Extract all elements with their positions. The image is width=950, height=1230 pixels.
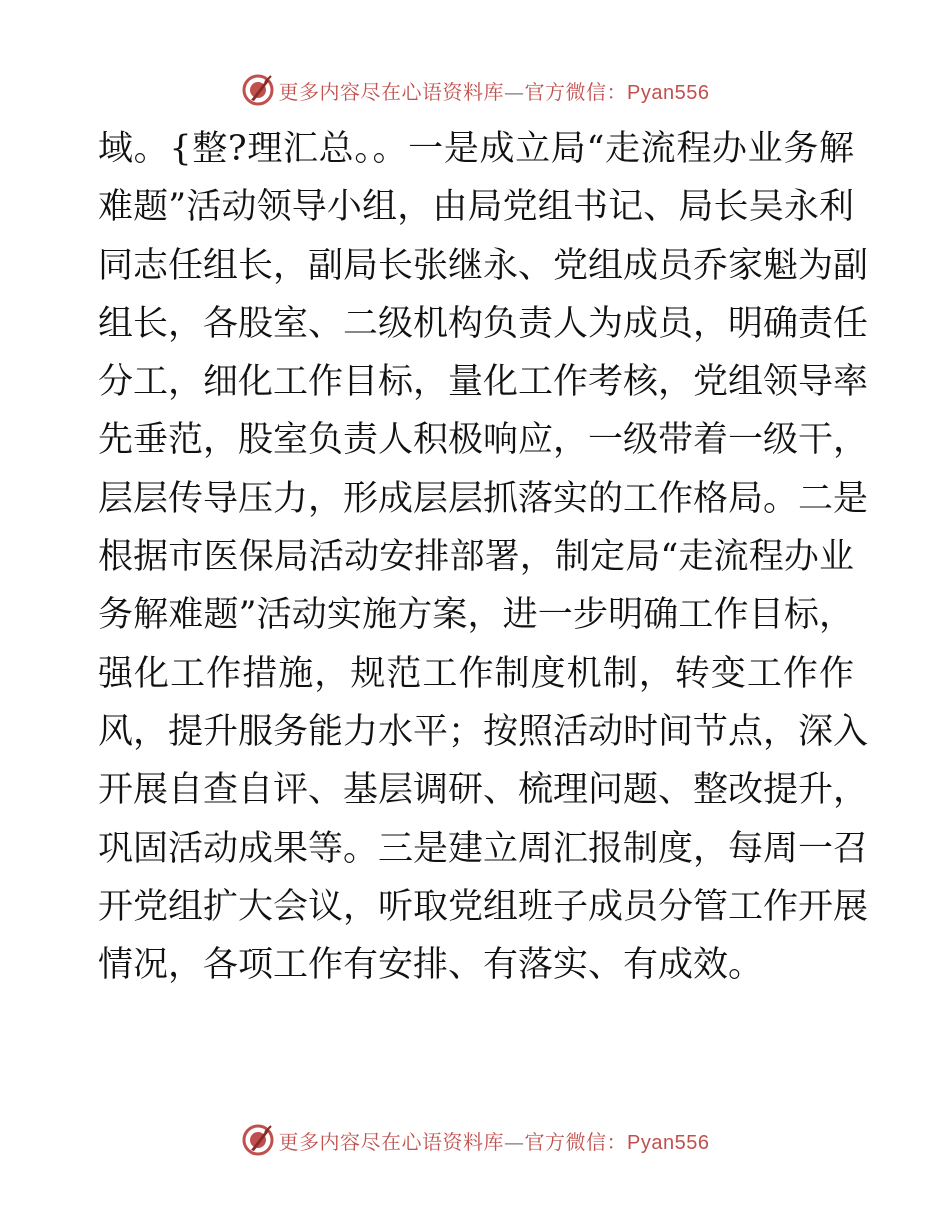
body-line: 务解难题”活动实施方案，进一步明确工作目标， [98, 595, 854, 636]
footer-banner-main: 更多内容尽在心语资料库 [278, 1129, 505, 1154]
body-line: 域。{整?理汇总。。一是成立局“走流程办业务解 [98, 129, 854, 169]
header-banner-separator: — [504, 79, 525, 104]
body-line: 开党组扩大会议，听取党组班子成员分管工作开展 [98, 886, 869, 927]
header-banner [0, 70, 950, 110]
body-line: 风，提升服务能力水平；按照活动时间节点，深入 [98, 711, 869, 752]
footer-banner-wechat: 官方微信：Pyan556 [524, 1131, 710, 1154]
footer-banner-separator: — [504, 1129, 525, 1154]
body-line: 巩固活动成果等。三是建立周汇报制度，每周一召 [98, 828, 869, 869]
body-line: 分工，细化工作目标，量化工作考核，党组领导率 [98, 362, 869, 403]
body-line: 根据市医保局活动安排部署，制定局“走流程办业 [98, 537, 854, 578]
body-line: 同志任组长，副局长张继永、党组成员乔家魁为副 [98, 245, 869, 286]
footer-banner-text [279, 1126, 710, 1155]
body-line: 难题”活动领导小组，由局党组书记、局长吴永利 [98, 187, 854, 228]
header-banner-main: 更多内容尽在心语资料库 [278, 79, 505, 104]
body-line: 情况，各项工作有安排、有落实、有成效。 [98, 945, 764, 986]
body-line: 强化工作措施，规范工作制度机制，转变工作作 [98, 653, 854, 694]
quill-pen-logo-icon [241, 1123, 275, 1157]
body-line: 开展自查自评、基层调研、梳理问题、整改提升， [98, 770, 869, 811]
body-line: 层层传导压力，形成层层抓落实的工作格局。二是 [98, 478, 869, 519]
header-banner-wechat: 官方微信：Pyan556 [524, 81, 710, 104]
body-line: 组长，各股室、二级机构负责人为成员，明确责任 [98, 303, 869, 344]
quill-pen-logo-icon [241, 73, 275, 107]
body-line: 先垂范，股室负责人积极响应，一级带着一级干， [98, 420, 869, 461]
header-banner-text [279, 76, 710, 105]
footer-banner [0, 1120, 950, 1160]
document-body [98, 120, 869, 994]
